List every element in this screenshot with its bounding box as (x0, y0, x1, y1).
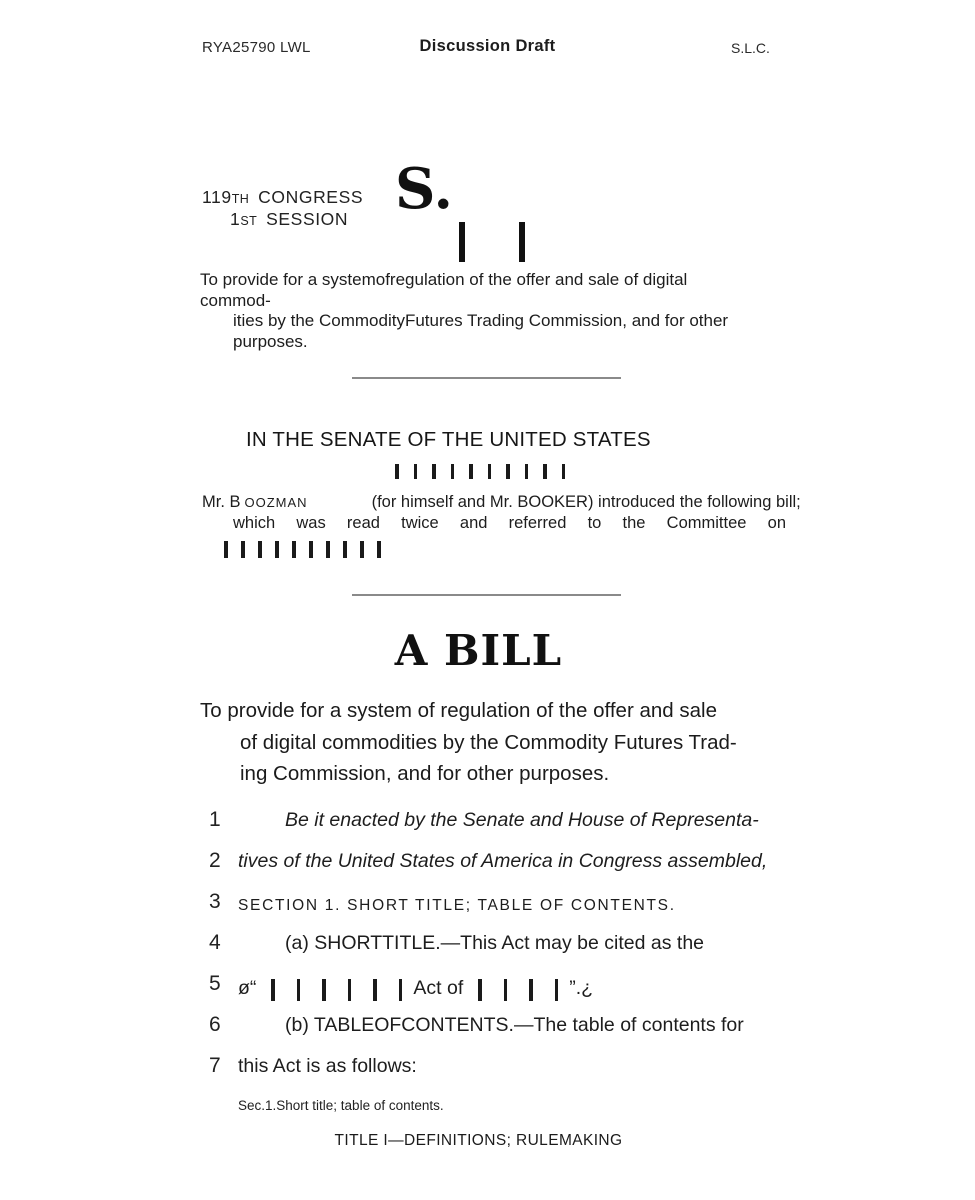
line-number: 5 (209, 972, 221, 995)
blank-bar (488, 464, 492, 479)
bill-line-4 (209, 931, 704, 955)
sponsor-prefix: Mr. B (202, 493, 241, 511)
bill-number-blank (519, 222, 525, 262)
line-number: 3 (209, 890, 221, 913)
word: read (346, 514, 380, 532)
blank-bar (504, 979, 508, 1001)
word: which (233, 514, 276, 532)
header-title: Discussion Draft (419, 37, 556, 55)
blank-bar (478, 979, 482, 1001)
toc-entry: Sec.1.Short title; table of contents. (238, 1098, 444, 1113)
line-text-segment: ø“ (238, 977, 257, 999)
blank-bar (469, 464, 473, 479)
bill-line-1 (209, 808, 759, 832)
blank-bar (395, 464, 399, 479)
header-right-code: S.L.C. (731, 40, 770, 56)
blank-bar (292, 541, 296, 558)
blank-bar (322, 979, 326, 1001)
blank-bar (309, 541, 313, 558)
title-i-heading: TITLE I—DEFINITIONS; RULEMAKING (334, 1132, 623, 1149)
line-text: this Act is as follows: (238, 1055, 417, 1077)
blank-bar (373, 979, 377, 1001)
bill-number-blank (459, 222, 465, 262)
blank-bar (343, 541, 347, 558)
sponsor-line (202, 493, 801, 512)
line-text: SECTION 1. SHORT TITLE; TABLE OF CONTENTS. (238, 897, 676, 914)
blank-bar (348, 979, 352, 1001)
sponsor-name: OOZMAN (244, 495, 308, 510)
word: Committee (666, 514, 747, 532)
word: the (622, 514, 646, 532)
word: and (459, 514, 488, 532)
line-text: Be it enacted by the Senate and House of Representa- (285, 809, 759, 831)
bill-line-6 (209, 1013, 744, 1037)
word: referred (508, 514, 567, 532)
bill-preamble-line: To provide for a system of regulation of the offer and sale (200, 699, 717, 722)
line-number: 7 (209, 1054, 221, 1077)
blank-bar (275, 541, 279, 558)
congress-line: 119TH CONGRESS (202, 187, 364, 207)
line-number: 1 (209, 808, 221, 831)
bill-preamble-line: ing Commission, and for other purposes. (240, 762, 610, 785)
blank-bar (360, 541, 364, 558)
line-text-segment: ”.¿ (569, 977, 594, 999)
line-number: 2 (209, 849, 221, 872)
horizontal-rule (352, 594, 621, 596)
blank-bar (271, 979, 275, 1001)
blank-bar (529, 979, 533, 1001)
line-text: (b) TABLEOFCONTENTS.—The table of contents for (285, 1014, 744, 1036)
line-number: 4 (209, 931, 221, 954)
top-preamble-line: ities by the CommodityFutures Trading Commission, and for other (233, 311, 729, 330)
top-preamble-line: purposes. (233, 331, 308, 351)
top-preamble (200, 270, 760, 352)
bill-line-3 (209, 890, 676, 918)
short-title-blank-line (238, 972, 597, 1000)
horizontal-rule (352, 377, 621, 379)
line-text: tives of the United States of America in Congress assembled, (238, 850, 768, 872)
bill-line-5 (209, 972, 597, 1000)
blank-bar (377, 541, 381, 558)
blank-bar (399, 979, 403, 1001)
committee-blank-bars (224, 541, 381, 558)
word: was (296, 514, 326, 532)
blank-bar (543, 464, 547, 479)
header-doc-code: RYA25790 LWL (202, 39, 311, 56)
bill-line-2 (209, 849, 767, 873)
senate-heading: IN THE SENATE OF THE UNITED STATES (246, 428, 651, 451)
congress-session-block (202, 187, 363, 231)
bill-preamble-line: of digital commodities by the Commodity Futures Trad- (240, 730, 737, 754)
blank-bar (555, 979, 559, 1001)
blank-bar (241, 541, 245, 558)
line-text: (a) SHORTTITLE.—This Act may be cited as the (285, 932, 705, 954)
blank-bar (562, 464, 566, 479)
bill-line-7 (209, 1054, 417, 1078)
blank-bar (326, 541, 330, 558)
sponsor-intro-text: (for himself and Mr. BOOKER) introduced the following bill; (371, 493, 801, 511)
blank-bar (432, 464, 436, 479)
blank-bar (451, 464, 455, 479)
blank-bar (525, 464, 529, 479)
blank-bar (224, 541, 228, 558)
line-number: 6 (209, 1013, 221, 1036)
word: to (587, 514, 602, 532)
referral-line-justified (233, 514, 786, 533)
date-blank-bars (395, 464, 565, 479)
session-line: 1ST SESSION (230, 209, 349, 229)
blank-bar (297, 979, 301, 1001)
line-text-segment: Act of (413, 977, 464, 999)
blank-bar (414, 464, 418, 479)
word: on (767, 514, 786, 532)
bill-main-title: A BILL (394, 626, 563, 675)
word: twice (401, 514, 439, 532)
top-preamble-line: To provide for a systemofregulation of the offer and sale of digital commod- (200, 270, 688, 310)
bill-preamble (200, 695, 737, 790)
blank-bar (258, 541, 262, 558)
bill-prefix-letter: S. (395, 156, 453, 222)
blank-bar (506, 464, 510, 479)
